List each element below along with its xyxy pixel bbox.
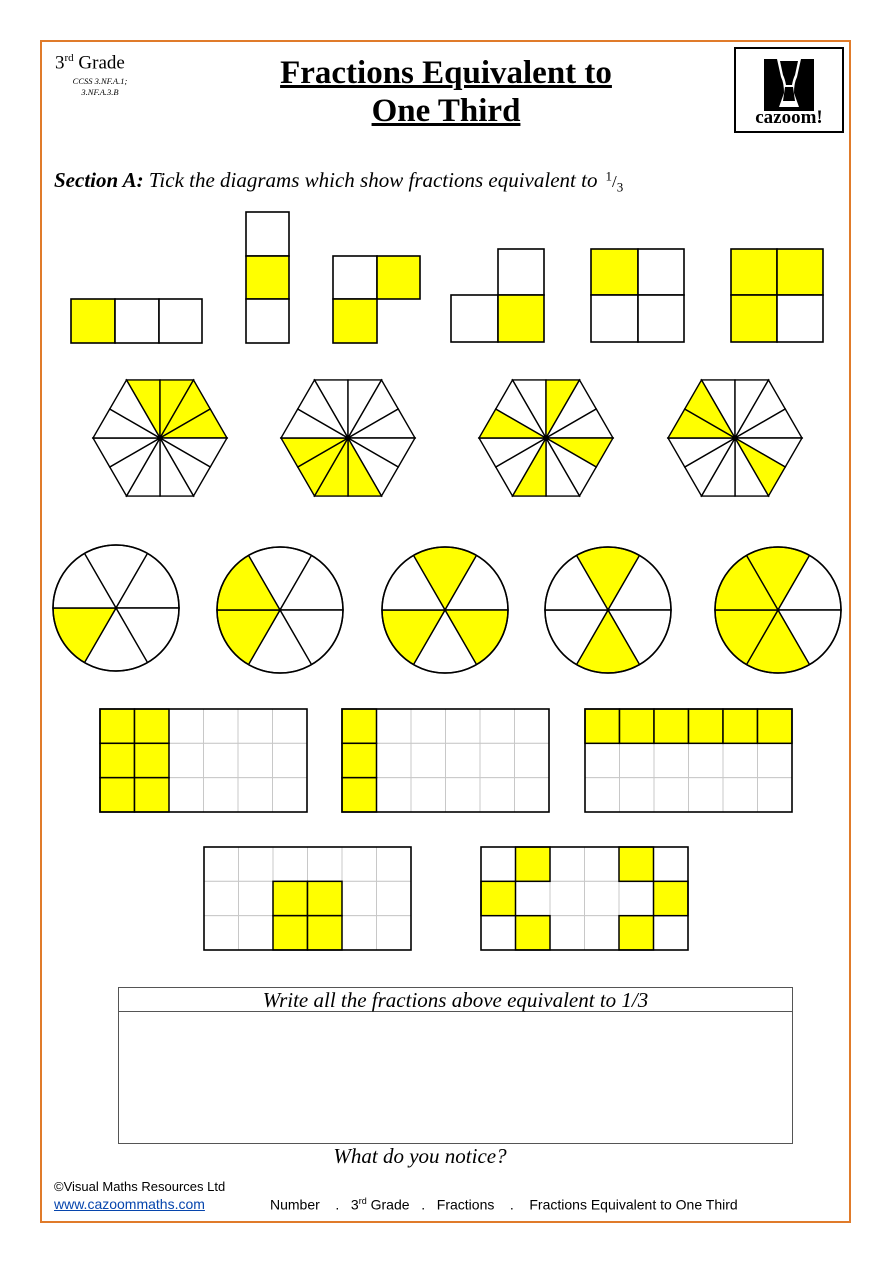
grid-cell-shaded [273,881,308,915]
grid-cell-shaded [100,709,135,743]
rect-cell [71,299,115,343]
grid-cell [620,778,655,812]
grid-cell-shaded [135,743,170,777]
grid-diagram-5[interactable] [481,847,688,950]
grid-cell [204,778,239,812]
grid-cell [239,847,274,881]
grid-cell [238,709,273,743]
rect-cell [777,249,823,295]
grid-cell [480,709,515,743]
grid-cell [377,778,412,812]
circle-diagram-1[interactable] [53,545,179,671]
grid-cell [273,847,308,881]
rectangle-diagrams-row [71,212,823,343]
grid-cell [238,778,273,812]
grid-cell [758,778,793,812]
grid-cell-shaded [342,743,377,777]
rect-cell [333,299,377,343]
rect-cell [731,249,777,295]
rect-cell [115,299,159,343]
grid-cell [585,916,620,950]
grid-cell [515,778,550,812]
grid-cell [446,743,481,777]
logo-text: cazoom! [755,107,823,128]
grid-cell [377,916,412,950]
grid-cell [238,743,273,777]
rect-cell [451,295,498,342]
rect-cell [638,295,684,342]
grid-cell [620,743,655,777]
grid-cell-shaded [516,847,551,881]
grid-cell [273,778,308,812]
grid-cell-shaded [654,709,689,743]
grid-cell [411,778,446,812]
grid-cell [273,743,308,777]
grid-cell [169,778,204,812]
rect-cell [638,249,684,295]
circle-diagrams-row [53,545,841,673]
grid-cell-shaded [620,709,655,743]
grid-cell-shaded [585,709,620,743]
grid-cell-shaded [308,916,343,950]
grid-cell [204,709,239,743]
grid-diagram-3[interactable] [585,709,792,812]
grid-cell [550,881,585,915]
grid-cell [411,743,446,777]
grid-cell [619,881,654,915]
hexagon-diagram-3[interactable] [479,380,613,496]
grid-cell [480,743,515,777]
breadcrumb: Number . 3rd Grade . Fractions . Fractions Equivalent to One Third [270,1196,738,1213]
rect-cell [246,212,289,256]
grid-cell-shaded [654,881,689,915]
grid-cell [169,743,204,777]
rect-cell [731,295,777,342]
rect-diagram-5[interactable] [591,249,684,342]
grid-cell [515,709,550,743]
rect-cell [333,256,377,299]
rect-cell [591,249,638,295]
grid-cell [204,881,239,915]
grid-cell [654,916,689,950]
rect-diagram-2[interactable] [246,212,289,343]
rect-cell [246,299,289,343]
grid-diagram-2[interactable] [342,709,549,812]
grid-cell [342,881,377,915]
grid-cell [689,778,724,812]
grid-cell [585,743,620,777]
grid-cell-shaded [135,709,170,743]
grid-diagrams-rows [100,709,792,950]
notice-question: What do you notice? [333,1144,507,1168]
circle-diagram-3[interactable] [382,547,508,673]
rect-diagram-3[interactable] [333,256,420,343]
rect-diagram-1[interactable] [71,299,202,343]
grid-cell [481,916,516,950]
grid-cell [446,778,481,812]
grid-cell [342,847,377,881]
grid-cell [377,881,412,915]
grid-cell [377,847,412,881]
rect-cell [591,295,638,342]
website-link[interactable]: www.cazoommaths.com [54,1196,205,1212]
grid-cell-shaded [481,881,516,915]
grid-cell-shaded [342,778,377,812]
section-a-label: Section A: [54,168,144,192]
title-line-2: One Third [371,93,521,129]
grid-cell [204,847,239,881]
grid-cell [481,847,516,881]
grid-cell [723,778,758,812]
circle-diagram-2[interactable] [217,547,343,673]
grid-diagram-1[interactable] [100,709,307,812]
grid-cell [169,709,204,743]
grid-diagram-4[interactable] [204,847,411,950]
hexagon-diagram-2[interactable] [281,380,415,496]
grid-cell-shaded [619,847,654,881]
grid-cell [585,847,620,881]
rect-diagram-6[interactable] [731,249,823,342]
hexagon-diagram-1[interactable] [93,380,227,496]
rect-cell [159,299,202,343]
grid-cell [654,743,689,777]
grid-cell-shaded [342,709,377,743]
grid-cell [377,743,412,777]
grid-cell-shaded [516,916,551,950]
grid-cell [480,778,515,812]
section-a-text: Tick the diagrams which show fractions equivalent to [148,168,598,192]
copyright-text: ©Visual Maths Resources Ltd [54,1179,226,1194]
grid-cell [550,916,585,950]
grid-cell [516,881,551,915]
grid-cell [585,778,620,812]
grid-cell-shaded [273,916,308,950]
grid-cell [654,778,689,812]
rect-cell [246,256,289,299]
hexagon-diagrams-row [93,380,802,496]
circle-diagram-5[interactable] [715,547,841,673]
grid-cell-shaded [100,778,135,812]
grid-cell [758,743,793,777]
grid-cell [550,847,585,881]
grid-cell [204,916,239,950]
grid-cell [723,743,758,777]
grid-cell-shaded [308,881,343,915]
grid-cell-shaded [758,709,793,743]
grid-cell [377,709,412,743]
grid-cell-shaded [689,709,724,743]
answer-box-heading: Write all the fractions above equivalent to 1/3 [118,987,793,1012]
grade-label: 3rd Grade [55,52,125,74]
grid-cell-shaded [100,743,135,777]
grid-cell-shaded [135,778,170,812]
grid-cell [515,743,550,777]
grid-cell [308,847,343,881]
grid-cell-shaded [619,916,654,950]
grid-cell [585,881,620,915]
rect-diagram-4[interactable] [451,249,544,342]
rect-cell [377,256,420,299]
grid-cell [689,743,724,777]
grid-cell [446,709,481,743]
grid-cell [411,709,446,743]
grid-cell [273,709,308,743]
rect-cell [777,295,823,342]
circle-diagram-4[interactable] [545,547,671,673]
grid-cell [239,881,274,915]
grid-cell [239,916,274,950]
title-line-1: Fractions Equivalent to [280,55,612,91]
grid-cell [204,743,239,777]
rect-cell [498,295,544,342]
hexagon-diagram-4[interactable] [668,380,802,496]
rect-cell [498,249,544,295]
grid-cell [654,847,689,881]
grid-cell-shaded [723,709,758,743]
grid-cell [342,916,377,950]
one-third-fraction: $^1/_3$ [605,168,624,195]
ccss-standards: CCSS 3.NF.A.1; 3.NF.A.3.B [72,76,128,97]
